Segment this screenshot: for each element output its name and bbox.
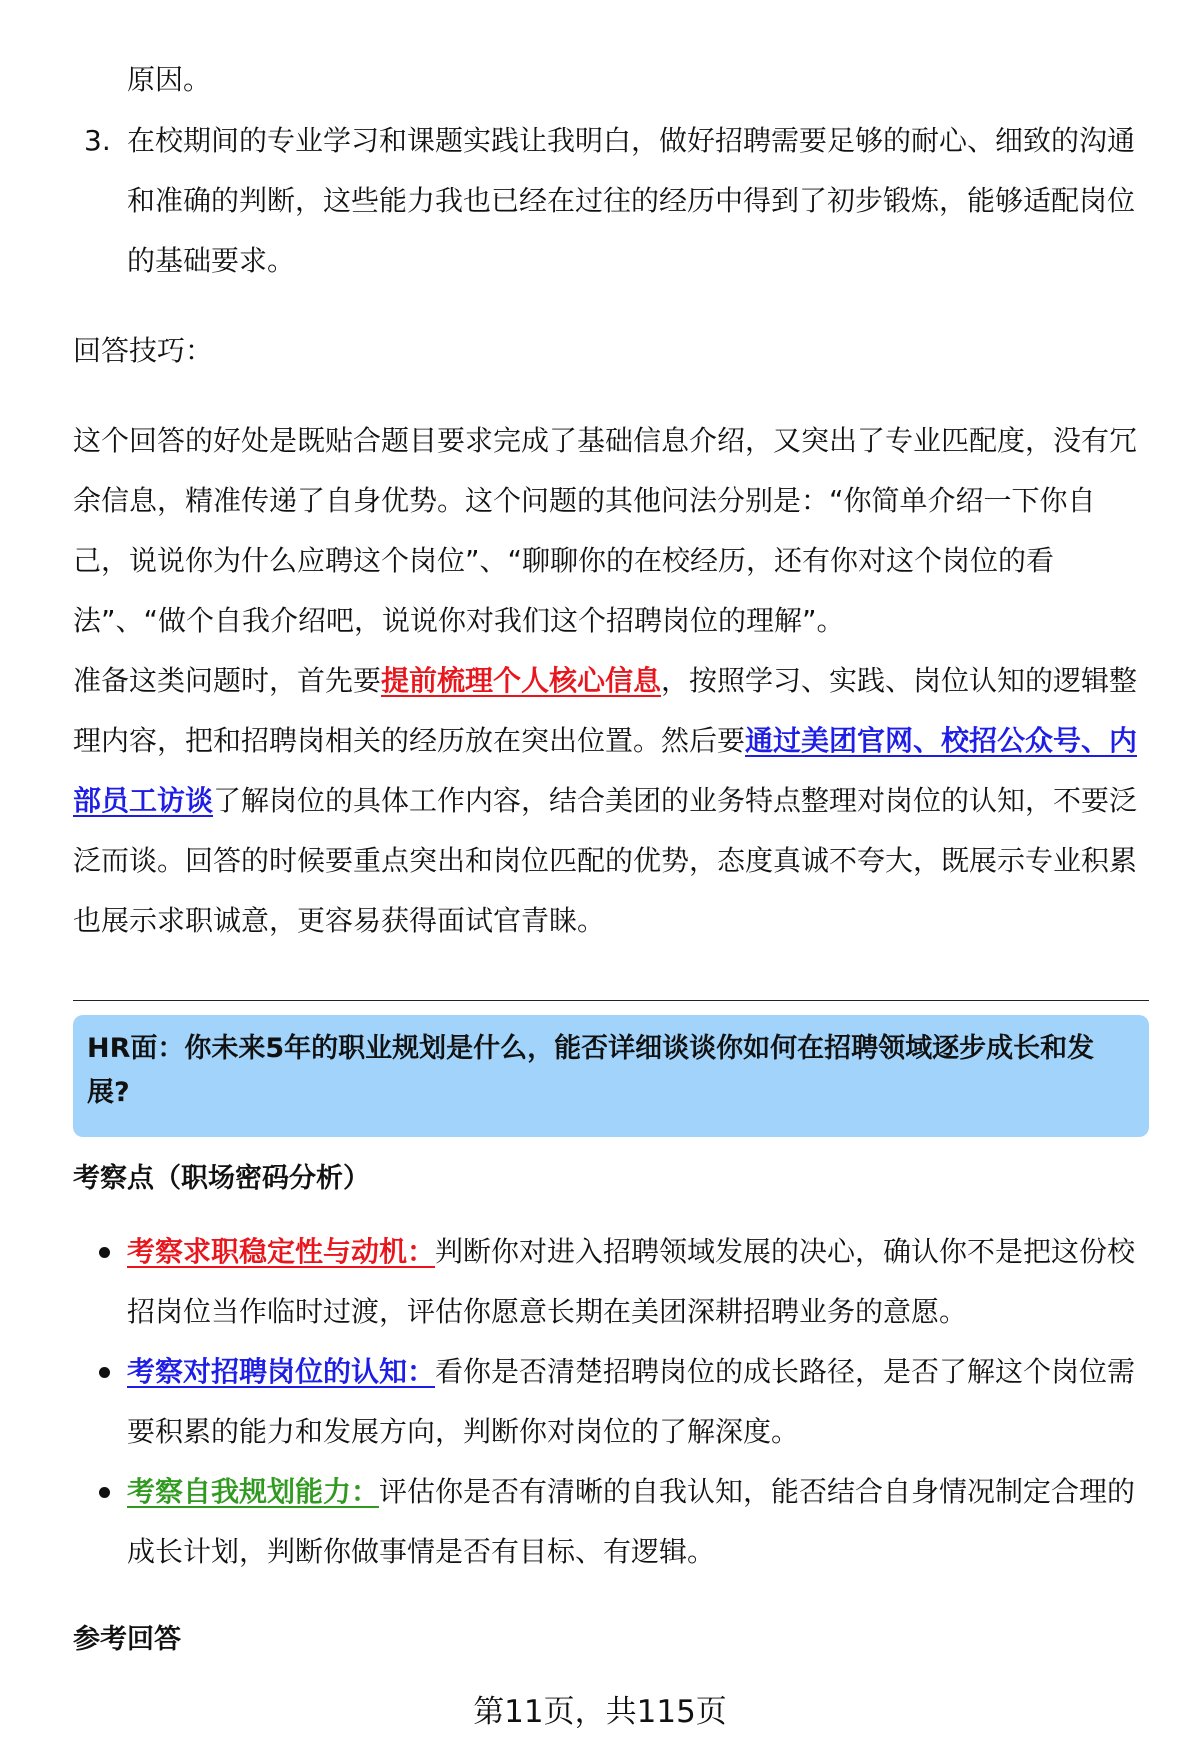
bullet-icon (99, 1247, 110, 1258)
point-text: 判断你对进入招聘领域发展的决心，确认你不是把这份校招岗位当作临时过渡，评估你愿意长期在美团深耕招聘业务的意愿。 (127, 1235, 1136, 1328)
bullet-icon (99, 1487, 110, 1498)
question-title: HR面：你未来5年的职业规划是什么，能否详细谈谈你如何在招聘领域逐步成长和发展? (87, 1033, 1095, 1108)
text: 了解岗位的具体工作内容，结合美团的业务特点整理对岗位的认知，不要泛泛而谈。回答的时候要重点突出和岗位匹配的优势，态度真诚不夸大，既展示专业积累也展示求职诚意，更容易获得面试官青睐。 (73, 784, 1138, 937)
points-title: 考察点（职场密码分析） (73, 1163, 370, 1194)
highlight-red: 提前梳理个人核心信息 (381, 664, 662, 697)
point-label: 考察自我规划能力： (127, 1475, 380, 1508)
text: 准备这类问题时，首先要 (73, 664, 382, 697)
point-text: 看你是否清楚招聘岗位的成长路径，是否了解这个岗位需要积累的能力和发展方向，判断你对岗位的了解深度。 (127, 1355, 1136, 1448)
list-continuation: 原因。 (127, 63, 212, 96)
point-item (127, 1222, 1149, 1342)
point-item (127, 1342, 1149, 1462)
text: ，按照学习、实践、岗位认知的逻辑整理内容，把和招聘岗相关的经历放在突出位置。然后要 (73, 664, 1138, 757)
point-text: 评估你是否有清晰的自我认知，能否结合自身情况制定合理的成长计划，判断你做事情是否有目标、有逻辑。 (127, 1475, 1136, 1568)
point-label: 考察对招聘岗位的认知： (127, 1355, 436, 1388)
tips-paragraph-1: 这个回答的好处是既贴合题目要求完成了基础信息介绍，又突出了专业匹配度，没有冗余信息，精准传递了自身优势。这个问题的其他问法分别是：“你简单介绍一下你自己，说说你为什么应聘这个岗位”、“聊聊你的在校经历，还有你对这个岗位的看法”、“做个自我介绍吧，说说你对我们这个招聘岗位的理解”。 (73, 424, 1138, 637)
point-label: 考察求职稳定性与动机： (127, 1235, 436, 1268)
tips-title: 回答技巧： (73, 334, 214, 367)
list-item-3: 在校期间的专业学习和课题实践让我明白，做好招聘需要足够的耐心、细致的沟通和准确的判断，这些能力我也已经在过往的经历中得到了初步锻炼，能够适配岗位的基础要求。 (127, 124, 1136, 277)
divider (73, 1000, 1149, 1001)
page-number: 第11页，共115页 (473, 1694, 727, 1730)
bullet-icon (99, 1367, 110, 1378)
point-item (127, 1462, 1149, 1582)
question-box (73, 1015, 1149, 1137)
tips-paragraph-2 (73, 651, 1149, 951)
list-number: 3. (84, 124, 111, 157)
answer-title: 参考回答 (73, 1624, 181, 1655)
highlight-blue: 通过美团官网、校招公众号、内部员工访谈 (73, 724, 1138, 817)
